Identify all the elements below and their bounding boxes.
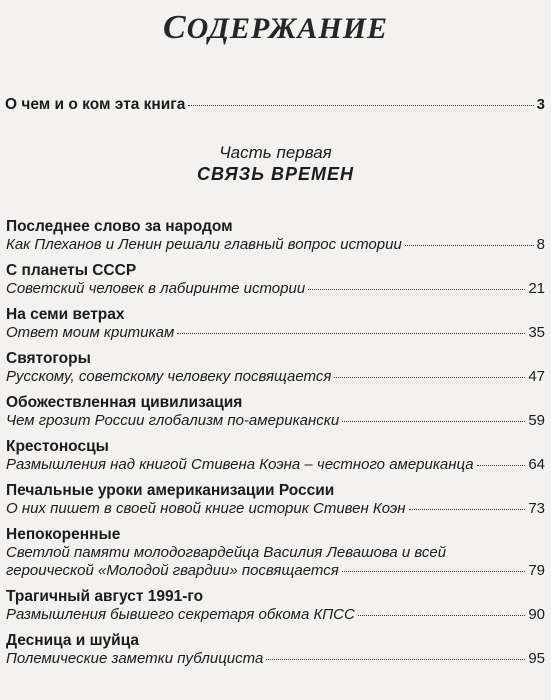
toc-entry-subtitle-line: Чем грозит России глобализм по-американски bbox=[6, 412, 340, 429]
toc-entry-subtitle-line: Ответ моим критикам bbox=[6, 324, 175, 341]
toc-entry[interactable] bbox=[6, 526, 545, 580]
toc-entry-subtitle bbox=[6, 236, 545, 254]
toc-intro-entry[interactable] bbox=[5, 96, 545, 114]
toc-entry[interactable] bbox=[6, 438, 545, 474]
leader-dots bbox=[177, 333, 525, 334]
leader-dots bbox=[266, 659, 525, 660]
toc-entry-title: Десница и шуйца bbox=[6, 632, 140, 649]
toc-entry-subtitle bbox=[6, 650, 545, 668]
toc-entry[interactable] bbox=[6, 350, 545, 386]
toc-entry-subtitle-line: Размышления над книгой Стивена Коэна – честного американца bbox=[6, 456, 474, 473]
toc-entry-title: Обожествленная цивилизация bbox=[6, 394, 243, 411]
toc-entry[interactable] bbox=[6, 262, 545, 298]
toc-entry-subtitle bbox=[6, 456, 545, 474]
toc-intro-page: 3 bbox=[536, 96, 545, 113]
leader-dots bbox=[409, 509, 526, 510]
toc-entry[interactable] bbox=[6, 394, 545, 430]
toc-entry-title: Крестоносцы bbox=[6, 438, 109, 455]
toc-entry-subtitle bbox=[6, 324, 545, 342]
toc-entry-subtitle bbox=[6, 368, 545, 386]
leader-dots bbox=[342, 571, 526, 572]
toc-entry-page: 79 bbox=[528, 562, 545, 579]
leader-dots bbox=[334, 377, 525, 378]
toc-entry-title: С планеты СССР bbox=[6, 262, 137, 279]
leader-dots bbox=[477, 465, 526, 466]
toc-entry-title: Последнее слово за народом bbox=[6, 218, 233, 235]
part-label: Часть первая bbox=[219, 143, 332, 162]
toc-entry-subtitle-line: Русскому, советскому человеку посвящается bbox=[6, 368, 332, 385]
part-title: СВЯЗЬ ВРЕМЕН bbox=[197, 164, 354, 184]
toc-entry-subtitle-line: Советский человек в лабиринте истории bbox=[6, 280, 306, 297]
toc-entry-page: 35 bbox=[528, 324, 545, 341]
toc-entry[interactable] bbox=[6, 588, 545, 624]
toc-entry-page: 95 bbox=[528, 650, 545, 667]
toc-entry-subtitle-line: О них пишет в своей новой книге историк Стивен Коэн bbox=[6, 500, 406, 517]
toc-entry-subtitle bbox=[6, 544, 545, 580]
toc-entry-title: Святогоры bbox=[6, 350, 91, 367]
toc-entry-subtitle-line: Размышления бывшего секретаря обкома КПСС bbox=[6, 606, 355, 623]
toc-entry[interactable] bbox=[6, 482, 545, 518]
toc-entry-subtitle bbox=[6, 412, 545, 430]
toc-entry-subtitle-line: Полемические заметки публициста bbox=[6, 650, 264, 667]
toc-entry-title: Трагичный август 1991-го bbox=[6, 588, 204, 605]
leader-dots bbox=[405, 245, 534, 246]
toc-entry-page: 47 bbox=[528, 368, 545, 385]
table-of-contents bbox=[6, 218, 545, 676]
toc-intro-title: О чем и о ком эта книга bbox=[5, 96, 186, 113]
toc-entry-subtitle bbox=[6, 280, 545, 298]
toc-entry[interactable] bbox=[6, 218, 545, 254]
toc-entry[interactable] bbox=[6, 306, 545, 342]
leader-dots bbox=[188, 105, 533, 106]
toc-entry-page: 64 bbox=[528, 456, 545, 473]
toc-entry-title: Печальные уроки американизации России bbox=[6, 482, 335, 499]
toc-entry-title: На семи ветрах bbox=[6, 306, 125, 323]
toc-entry[interactable] bbox=[6, 632, 545, 668]
toc-entry-subtitle bbox=[6, 500, 545, 518]
toc-entry-subtitle-line: Светлой памяти молодогвардейца Василия Левашова и всей bbox=[6, 544, 447, 561]
toc-entry-subtitle-line: героической «Молодой гвардии» посвящается bbox=[6, 562, 339, 579]
toc-entry-page: 90 bbox=[528, 606, 545, 623]
leader-dots bbox=[342, 421, 525, 422]
toc-entry-page: 73 bbox=[528, 500, 545, 517]
toc-entry-subtitle-line: Как Плеханов и Ленин решали главный вопрос истории bbox=[6, 236, 402, 253]
toc-entry-page: 8 bbox=[536, 236, 545, 253]
page-title-initial: С bbox=[162, 9, 187, 46]
page-title bbox=[0, 9, 551, 47]
leader-dots bbox=[358, 615, 525, 616]
toc-entry-title: Непокоренные bbox=[6, 526, 121, 543]
leader-dots bbox=[308, 289, 525, 290]
page-title-rest: ОДЕРЖАНИЕ bbox=[186, 12, 389, 45]
toc-entry-subtitle bbox=[6, 606, 545, 624]
toc-entry-page: 21 bbox=[528, 280, 545, 297]
toc-entry-page: 59 bbox=[528, 412, 545, 429]
